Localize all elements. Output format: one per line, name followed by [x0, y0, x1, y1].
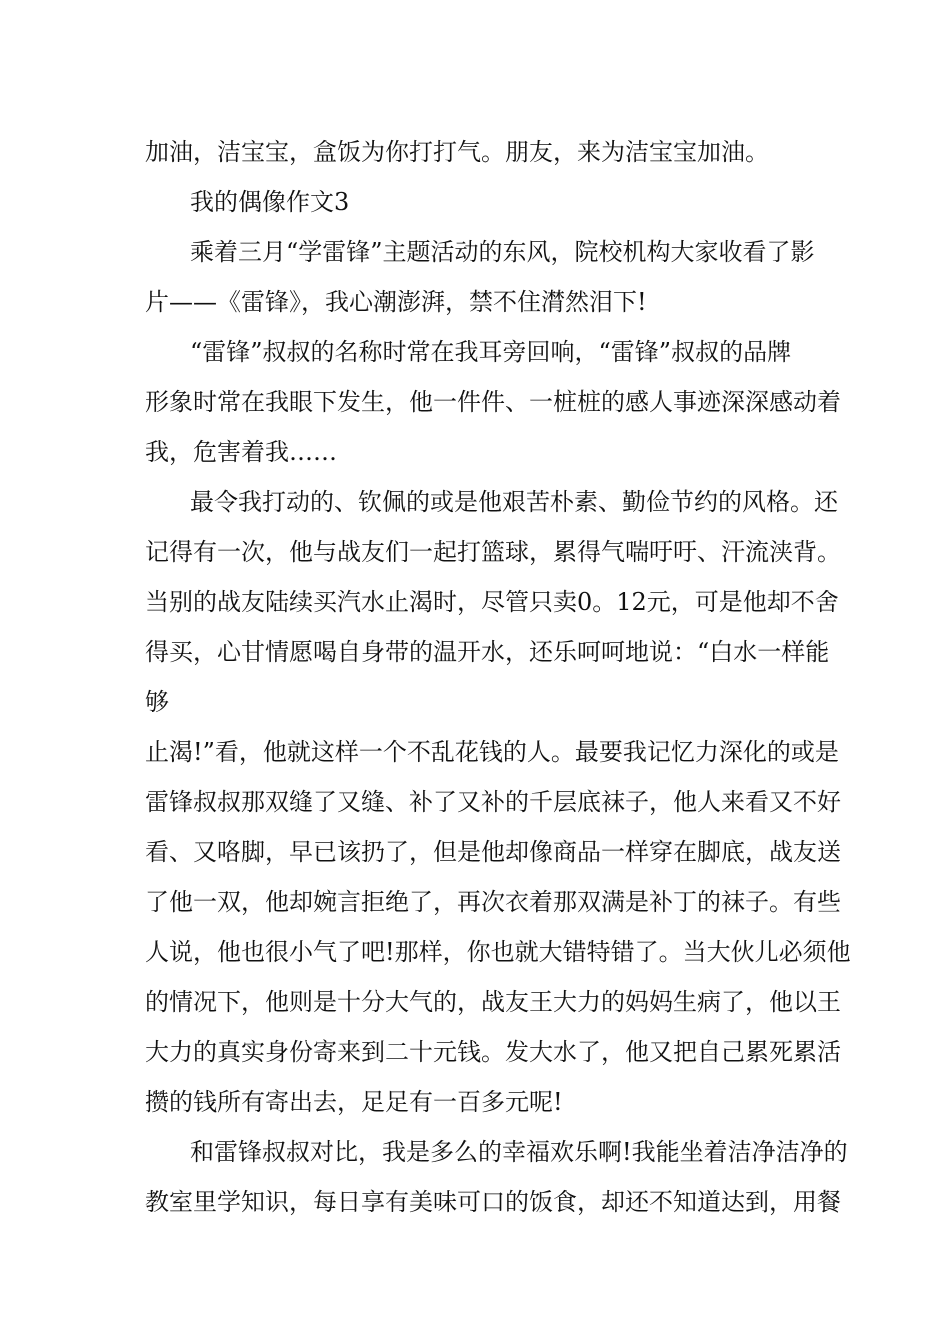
text-line: 当别的战友陆续买汽水止渴时，尽管只卖0。12元，可是他却不舍 [145, 588, 839, 616]
text-line: 我，危害着我…… [145, 438, 337, 466]
text-line: 看、又咯脚，早已该扔了，但是他却像商品一样穿在脚底，战友送 [145, 838, 841, 866]
text-line: 雷锋叔叔那双缝了又缝、补了又补的千层底袜子，他人来看又不好 [145, 788, 841, 816]
text-line: 和雷锋叔叔对比，我是多么的幸福欢乐啊!我能坐着洁净洁净的 [190, 1138, 848, 1166]
text-line: 记得有一次，他与战友们一起打篮球，累得气喘吁吁、汗流浃背。 [145, 538, 841, 566]
text-line: 得买，心甘情愿喝自身带的温开水，还乐呵呵地说：“白水一样能 [145, 638, 830, 666]
text-line: “雷锋”叔叔的名称时常在我耳旁回响，“雷锋”叔叔的品牌 [190, 338, 792, 366]
text-line: 止渴!”看，他就这样一个不乱花钱的人。最要我记忆力深化的或是 [145, 738, 839, 766]
text-line: 了他一双，他却婉言拒绝了，再次衣着那双满是补丁的袜子。有些 [145, 888, 841, 916]
text-line: 最令我打动的、钦佩的或是他艰苦朴素、勤俭节约的风格。还 [190, 488, 838, 516]
text-line: 够 [145, 688, 169, 716]
text-line: 人说，他也很小气了吧!那样，你也就大错特错了。当大伙儿必须他 [145, 938, 851, 966]
text-line: 的情况下，他则是十分大气的，战友王大力的妈妈生病了，他以王 [145, 988, 841, 1016]
section-heading: 我的偶像作文3 [190, 188, 350, 216]
text-line: 教室里学知识，每日享有美味可口的饭食，却还不知道达到，用餐 [145, 1188, 841, 1216]
text-line: 形象时常在我眼下发生，他一件件、一桩桩的感人事迹深深感动着 [145, 388, 841, 416]
text-line: 片——《雷锋》，我心潮澎湃，禁不住潸然泪下! [145, 288, 647, 316]
text-line: 大力的真实身份寄来到二十元钱。发大水了，他又把自己累死累活 [145, 1038, 841, 1066]
text-line: 加油，洁宝宝，盒饭为你打打气。朋友，来为洁宝宝加油。 [145, 138, 769, 166]
text-line: 攒的钱所有寄出去，足足有一百多元呢! [145, 1088, 563, 1116]
text-line: 乘着三月“学雷锋”主题活动的东风，院校机构大家收看了影 [190, 238, 815, 266]
